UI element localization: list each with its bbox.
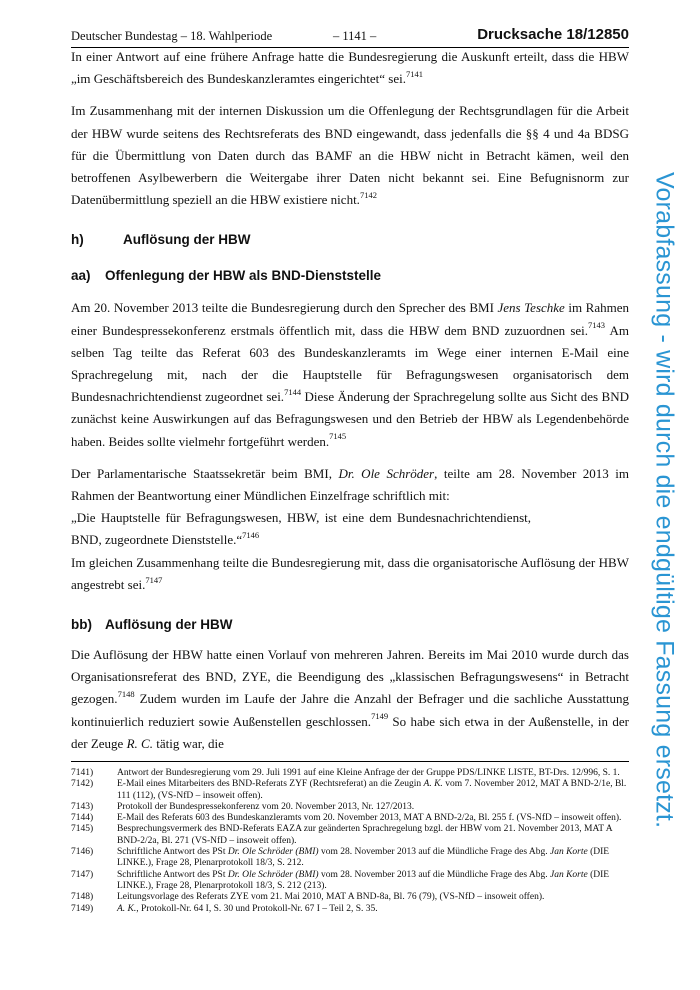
- footnote-text: [117, 847, 629, 870]
- paragraph-text: Der Parlamentarische Staatssekretär beim BMI,: [71, 465, 339, 481]
- footnote-ref[interactable]: 7144: [284, 386, 302, 397]
- paragraph-4: [71, 463, 629, 507]
- paragraph-text: Die Auflösung der HBW hatte einen Vorlauf von mehreren Jahren. Bereits im Mai 2010 wurde durch das Organisationsreferat des BND, ZYE, die Beendigung des „klassischen Befragungswesens“ in Betracht gezogen.: [71, 647, 629, 707]
- paragraph-1: [71, 46, 629, 90]
- footnote-ref[interactable]: 7147: [145, 574, 163, 585]
- footnote-7142: [71, 779, 629, 802]
- footnote-7143: [71, 802, 629, 813]
- doc-number: 12850: [587, 26, 629, 43]
- footnote-7146: [71, 847, 629, 870]
- footnote-number: 7145): [71, 824, 94, 835]
- footnote-number: 7146): [71, 847, 94, 858]
- quote-text: „Die Hauptstelle für Befragungswesen, HBW, ist eine dem Bundesnachrichtendienst, BND, zugeordnete Dienststelle.“: [71, 510, 531, 548]
- paragraph-2: [71, 100, 629, 211]
- person-name: A. K.: [423, 779, 443, 790]
- paragraph-text: tätig war, die: [152, 735, 224, 751]
- footnote-text: Antwort der Bundesregierung vom 29. Juli 1991 auf eine Kleine Anfrage der der Gruppe PDS/LINKE LISTE, BT-Drs. 12/996, S. 1.: [117, 768, 620, 778]
- footnote-7145: [71, 824, 629, 847]
- page-number: – 1141 –: [333, 29, 377, 43]
- main-text: [71, 46, 629, 755]
- person-name: Dr. Ole Schröder (BMI): [227, 847, 319, 858]
- section-title: Auflösung der HBW: [123, 232, 251, 248]
- footnote-7147: [71, 870, 629, 893]
- footnote-text: Protokoll der Bundespressekonferenz vom 20. November 2013, Nr. 127/2013.: [117, 801, 415, 812]
- footnote-ref[interactable]: 7146: [242, 530, 260, 541]
- header-parliament: Deutscher Bundestag – 18. Wahlperiode: [71, 29, 273, 43]
- footnote-7149: [71, 904, 629, 915]
- footnote-number: 7148): [71, 892, 94, 903]
- paragraph-text: Am selben Tag teilte das Referat 603 des Bundeskanzleramts im Wege einer internen E-Mail eine Sprachregelung mit, nach der die Hauptstelle für Befragungswesen organisatorisch dem Bundesnachrichtendienst zugeordnet sei.: [71, 322, 629, 405]
- footnote-text-part: (DIE LINKE.), Frage 28, Plenarprotokoll 18/3, S. 212.: [117, 847, 610, 869]
- footnote-text-part: vom 28. November 2013 auf die Mündliche Frage des Abg.: [318, 869, 550, 880]
- person-name: Jens Teschke: [497, 300, 565, 316]
- footnote-number: 7141): [71, 768, 94, 778]
- footnote-number: 7142): [71, 779, 94, 790]
- person-name: Jan Korte: [549, 847, 588, 858]
- footnote-ref[interactable]: 7145: [329, 431, 347, 442]
- section-title: Auflösung der HBW: [105, 617, 233, 633]
- footnote-text: E-Mail des Referats 603 des Bundeskanzleramts vom 20. November 2013, MAT A BND-2/2a, Bl. 255 f. (VS-NfD – insoweit offen).: [117, 813, 622, 824]
- section-title: Offenlegung der HBW als BND-Dienststelle: [105, 268, 382, 284]
- footnote-number: 7149): [71, 903, 94, 914]
- footnote-number: 7143): [71, 801, 94, 812]
- page-header: [71, 27, 629, 48]
- footnote-ref[interactable]: 7149: [371, 711, 389, 722]
- footnote-7141: [71, 768, 629, 779]
- paragraph-text: Im Zusammenhang mit der internen Diskussion um die Offenlegung der Rechtsgrundlagen für die Arbeit der HBW wurde seitens des Rechtsreferats des BND eingewandt, dass jedenfalls die §§ 4 und 4a BDSG für die Übermittlung von Daten durch das BAMF an die HBW nicht in Betracht kämen, weil den betroffenen Asylbewerbern die Weitergabe ihrer Daten nicht bekannt sei. Eine Befugnisnorm zur Datenübermittlung speziell an die HBW existiere nicht.: [71, 103, 629, 208]
- footnote-text-part: E-Mail eines Mitarbeiters des BND-Referats ZYF (Rechtsreferat) an die Zeugin: [117, 779, 424, 790]
- paragraph-3: [71, 297, 629, 452]
- person-name: A. K.: [117, 903, 137, 914]
- section-heading-h: [71, 229, 629, 251]
- paragraph-text: Diese Änderung der Sprachregelung sollte aus Sicht des BND zunächst keine Auswirkungen auf das Befragungswesen und den Betrieb der HBW als Legendenbehörde haben. Beides sollte vielmehr fortgeführt werden.: [71, 389, 629, 449]
- document-number: [477, 26, 629, 43]
- person-name: R. C.: [126, 735, 153, 751]
- paragraph-text: Am 20. November 2013 teilte die Bundesregierung durch den Sprecher des BMI: [71, 300, 498, 316]
- paragraph-text: So habe sich etwa in der Außenstelle, in der der Zeuge: [71, 713, 629, 751]
- paragraph-5: [71, 552, 629, 596]
- person-name: Jan Korte: [549, 869, 588, 880]
- footnote-text: Besprechungsvermerk des BND-Referats EAZA zur geänderten Sprachregelung bzgl. der HBW vom 21. November 2013, MAT A BND-2/2a, Bl. 271 (VS-NfD – insoweit offen).: [117, 824, 613, 846]
- footnote-number: 7144): [71, 813, 94, 824]
- watermark-text: Vorabfassung - wird durch die endgültige Fassung ersetzt.: [650, 171, 679, 829]
- footnote-text: Leitungsvorlage des Referats ZYE vom 21. Mai 2010, MAT A BND-8a, Bl. 76 (79), (VS-NfD – insoweit offen).: [117, 892, 545, 903]
- paragraph-text: im Rahmen einer Bundespressekonferenz erstmals öffentlich mit, dass die HBW dem BND zuzuordnen sei.: [71, 300, 629, 338]
- footnote-text-part: vom 7. November 2012, MAT A BND-2/1e, Bl. 111 (112), (VS-NfD – insoweit offen).: [117, 779, 627, 801]
- section-label: bb): [71, 617, 92, 633]
- section-label: aa): [71, 268, 91, 284]
- footnote-ref[interactable]: 7142: [359, 189, 377, 200]
- doc-label: Drucksache 18/: [477, 26, 588, 43]
- draft-watermark: [646, 135, 682, 865]
- footnote-7144: [71, 813, 629, 824]
- section-heading-aa: [71, 265, 629, 287]
- footnote-text-part: (DIE LINKE.), Frage 28, Plenarprotokoll 18/3, S. 212 (213).: [117, 869, 610, 891]
- footnote-text-part: Schriftliche Antwort des PSt: [117, 869, 228, 880]
- paragraph-text: Im gleichen Zusammenhang teilte die Bundesregierung mit, dass die organisatorische Auflösung der HBW angestrebt sei.: [71, 554, 629, 592]
- footnote-ref[interactable]: 7143: [588, 320, 606, 331]
- footnote-7148: [71, 892, 629, 903]
- footnotes: [71, 761, 629, 915]
- footnote-text-part: , Protokoll-Nr. 64 I, S. 30 und Protokoll-Nr. 67 I – Teil 2, S. 35.: [136, 903, 378, 914]
- footnote-text: [117, 904, 629, 915]
- person-name: Dr. Ole Schröder: [338, 465, 435, 481]
- footnote-text-part: vom 28. November 2013 auf die Mündliche Frage des Abg.: [318, 847, 550, 858]
- block-quote: [71, 507, 531, 551]
- paragraph-text: In einer Antwort auf eine frühere Anfrage hatte die Bundesregierung die Auskunft erteilt, dass die HBW „im Geschäftsbereich des Bundeskanzleramtes eingerichtet“ sei.: [71, 49, 629, 87]
- footnote-text-part: Schriftliche Antwort des PSt: [117, 847, 228, 858]
- section-heading-bb: [71, 614, 629, 636]
- footnote-text: [117, 779, 629, 802]
- paragraph-6: [71, 644, 629, 755]
- footnote-ref[interactable]: 7148: [117, 689, 135, 700]
- footnote-ref[interactable]: 7141: [405, 68, 423, 79]
- paragraph-text: , teilte am 28. November 2013 im Rahmen der Beantwortung einer Mündlichen Einzelfrage schriftlich mit:: [71, 465, 629, 504]
- paragraph-text: Zudem wurden im Laufe der Jahre die Anzahl der Befrager und die sachliche Ausstattung kontinuierlich reduziert sowie Außenstellen geschlossen.: [71, 691, 629, 729]
- section-label: h): [71, 232, 84, 248]
- person-name: Dr. Ole Schröder (BMI): [227, 869, 319, 880]
- footnote-number: 7147): [71, 869, 94, 880]
- footnote-text: [117, 870, 629, 893]
